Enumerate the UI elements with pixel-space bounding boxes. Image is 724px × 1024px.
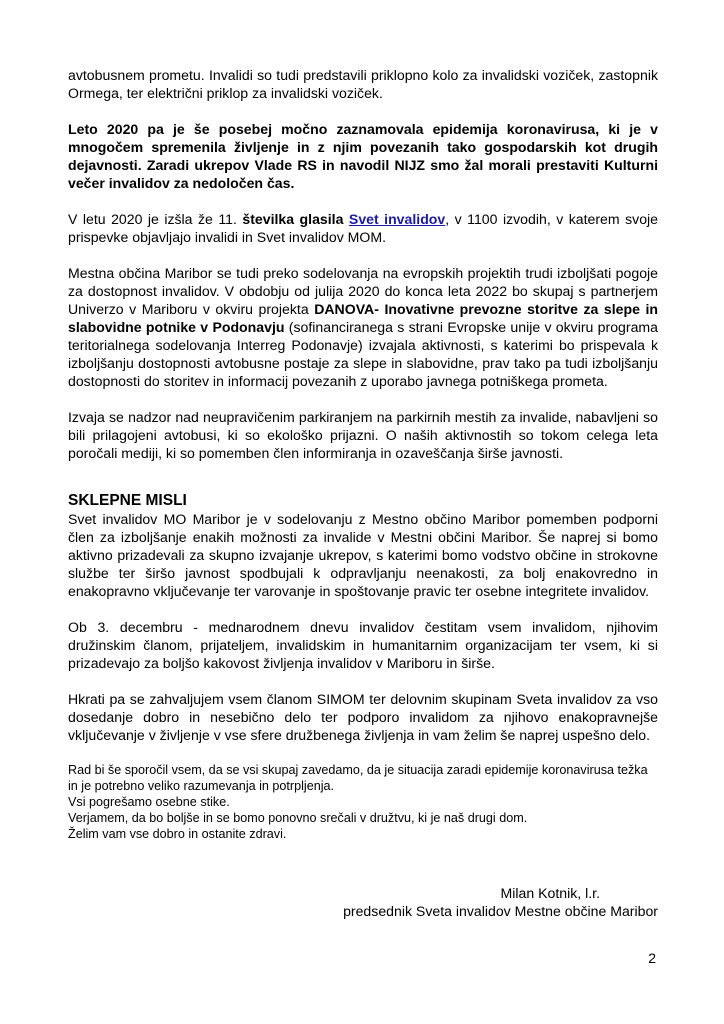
paragraph-conclusion-2: Ob 3. decembru - mednarodnem dnevu invalidov čestitam vsem invalidom, njihovim družinskim članom, prijateljem, invalidskim in humanitarnim organizacijam ter vsem, ki si prizadevajo za boljšo kakovost življenja invalidov v Mariboru in širše. xyxy=(68,619,658,671)
note-line: Verjamem, da bo boljše in se bomo ponovno srečali v družtvu, ki je naš drugi dom. xyxy=(68,811,528,825)
newsletter-text-before: V letu 2020 je izšla že 11. xyxy=(68,211,243,227)
danova-project-name: DANOVA- Inovativne prevozne storitve za slepe in slabovidne potnike v Podonavju xyxy=(68,301,659,335)
newsletter-text-after: , v 1100 izvodih, v katerem svoje prispevke objavljajo invalidi in Svet invalidov MOM. xyxy=(68,211,659,245)
svet-invalidov-link[interactable]: Svet invalidov xyxy=(348,211,446,227)
paragraph-conclusion-3: Hkrati pa se zahvaljujem vsem članom SIMOM ter delovnim skupinam Sveta invalidov za vso dosedanje dobro in nesebično delo ter podporo invalidom za njihovo enakopravnejše vključevanje v življenje v vse sfere družbenega življenja in vam želim še naprej uspešno delo. xyxy=(68,691,658,743)
paragraph-epidemic: Leto 2020 pa je še posebej močno zaznamovala epidemija koronavirusa, ki je v mnogočem spremenila življenje in z njim povezanih tako gospodarskih kot drugih dejavnosti. Zaradi ukrepov Vlade RS in navodil NIJZ smo žal morali prestaviti Kulturni večer invalidov za nedoločen čas. xyxy=(68,121,658,191)
paragraph-exhibition: avtobusnem prometu. Invalidi so tudi predstavili priklopno kolo za invalidski voziček, zastopnik Ormega, ter električni priklop za invalidski voziček. xyxy=(68,67,658,101)
signature-title: predsednik Sveta invalidov Mestne občine Maribor xyxy=(343,903,658,919)
eu-projects-text-after: (sofinanciranega s strani Evropske unije v okviru programa teritorialnega sodelovanja Interreg Podonavje) izvajala aktivnosti, s katerimi bo prispevala k izboljšanju dostopnosti avtobusne postaje za slepe in slabovidne, prav tako pa tudi izboljšanju dostopnosti do storitev in informacij povezanih z uporabo javnega potniškega prometa. xyxy=(68,319,658,389)
newsletter-bold-text: številka glasila xyxy=(242,211,344,227)
note-line: Vsi pogrešamo osebne stike. xyxy=(68,795,230,809)
eu-projects-text-before: Mestna občina Maribor se tudi preko sodelovanja na evropskih projektih trudi izboljšati pogoje za dostopnost invalidov. V obdobju od julija 2020 do konca leta 2022 bo skupaj s partnerjem Univerzo v Mariboru v okviru projekta xyxy=(68,265,658,317)
document-page xyxy=(68,66,658,920)
note-line: Rad bi še sporočil vsem, da se vsi skupaj zavedamo, da je situacija zaradi epidemije koronavirusa težka in je potrebno veliko razumevanja in potrpljenja. xyxy=(68,763,648,793)
note-line: Želim vam vse dobro in ostanite zdravi. xyxy=(68,827,287,841)
paragraph-parking: Izvaja se nadzor nad neupravičenim parkiranjem na parkirnih mestih za invalide, nabavljeni so bili prilagojeni avtobusi, ki so ekološko prijazni. O naših aktivnostih so tokom celega leta poročali mediji, ki so pomemben člen informiranja in ozaveščanja širše javnosti. xyxy=(68,409,658,461)
paragraph-eu-projects xyxy=(68,264,658,390)
section-heading-conclusion: SKLEPNE MISLI xyxy=(68,492,187,509)
page-number: 2 xyxy=(648,950,656,966)
signature-name: Milan Kotnik, l.r. xyxy=(500,885,600,901)
paragraph-conclusion-1: Svet invalidov MO Maribor je v sodelovanju z Mestno občino Maribor pomemben podporni člen za izboljšanje enakih možnosti za invalide v Mestni občini Maribor. Še naprej si bomo aktivno prizadevali za skupno izvajanje ukrepov, s katerimi bomo vodstvo občine in strokovne službe ter širšo javnost spodbujali k odpravljanju neenakosti, za bolj enakovredno in enakopravno vključevanje ter varovanje in spoštovanje pravic ter osebne integritete invalidov. xyxy=(68,511,658,599)
paragraph-newsletter xyxy=(68,210,658,246)
personal-note xyxy=(68,762,658,842)
signature-block xyxy=(68,884,658,920)
